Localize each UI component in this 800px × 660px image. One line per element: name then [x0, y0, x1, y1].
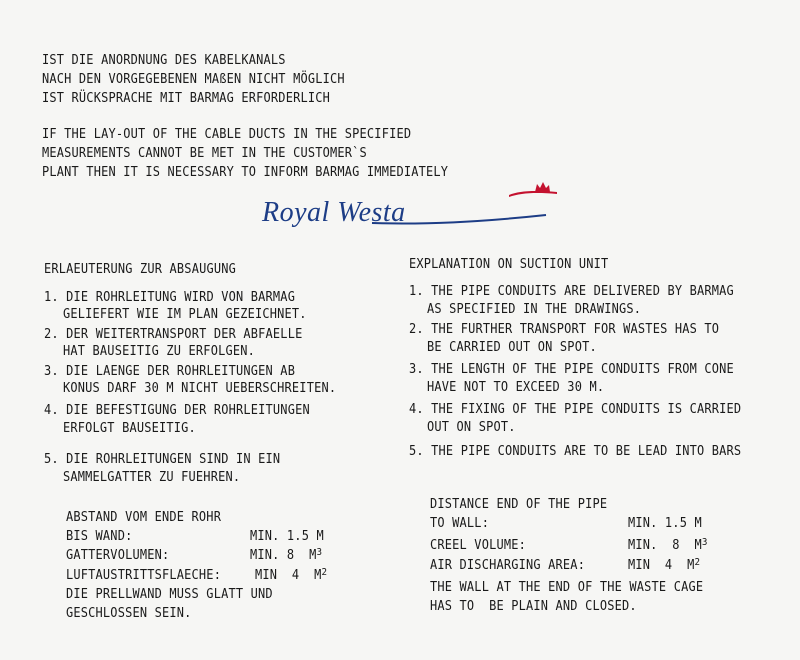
english-item-4-line-2: OUT ON SPOT.	[427, 420, 516, 435]
logo-underline	[370, 213, 550, 227]
english-distance-title: DISTANCE END OF THE PIPE	[430, 497, 608, 512]
english-creel-value	[628, 538, 708, 555]
german-wall-label: BIS WAND:	[66, 529, 133, 544]
notice-en-line-3: PLANT THEN IT IS NECESSARY TO INFORM BARMAG IMMEDIATELY	[42, 165, 449, 180]
german-note-line-2: GESCHLOSSEN SEIN.	[66, 606, 192, 621]
english-item-4-line-1: 4. THE FIXING OF THE PIPE CONDUITS IS CARRIED	[409, 402, 742, 417]
english-creel-amount: MIN. 8 M	[628, 538, 702, 553]
german-item-4-line-1: 4. DIE BEFESTIGUNG DER ROHRLEITUNGEN	[44, 403, 310, 418]
german-note-line-1: DIE PRELLWAND MUSS GLATT UND	[66, 587, 273, 602]
german-item-3-line-1: 3. DIE LAENGE DER ROHRLEITUNGEN AB	[44, 364, 296, 379]
german-item-1-line-2: GELIEFERT WIE IM PLAN GEZEICHNET.	[63, 307, 307, 322]
german-air-amount: MIN 4 M	[255, 568, 322, 583]
notice-de-line-2: NACH DEN VORGEGEBENEN MAßEN NICHT MÖGLICH	[42, 72, 345, 87]
german-creel-label: GATTERVOLUMEN:	[66, 548, 170, 563]
german-air-exponent: 2	[321, 567, 328, 578]
english-air-label: AIR DISCHARGING AREA:	[430, 558, 586, 573]
english-air-exponent: 2	[694, 557, 701, 568]
english-item-3-line-1: 3. THE LENGTH OF THE PIPE CONDUITS FROM CONE	[409, 362, 734, 377]
english-wall-value: MIN. 1.5 M	[628, 516, 702, 531]
notice-en-line-1: IF THE LAY-OUT OF THE CABLE DUCTS IN THE SPECIFIED	[42, 127, 412, 142]
english-item-1-line-2: AS SPECIFIED IN THE DRAWINGS.	[427, 302, 642, 317]
english-note-line-1: THE WALL AT THE END OF THE WASTE CAGE	[430, 580, 704, 595]
english-note-line-2: HAS TO BE PLAIN AND CLOSED.	[430, 599, 637, 614]
english-wall-label: TO WALL:	[430, 516, 490, 531]
german-air-label: LUFTAUSTRITTSFLAECHE:	[66, 568, 222, 583]
german-item-4-line-2: ERFOLGT BAUSEITIG.	[63, 421, 196, 436]
german-creel-exponent: 3	[316, 547, 323, 558]
english-creel-exponent: 3	[701, 537, 708, 548]
german-distance-title: ABSTAND VOM ENDE ROHR	[66, 510, 222, 525]
notice-en-line-2: MEASUREMENTS CANNOT BE MET IN THE CUSTOMER`S	[42, 146, 367, 161]
english-item-5-line-1: 5. THE PIPE CONDUITS ARE TO BE LEAD INTO BARS	[409, 444, 742, 459]
english-item-2-line-2: BE CARRIED OUT ON SPOT.	[427, 340, 597, 355]
german-heading: ERLAEUTERUNG ZUR ABSAUGUNG	[44, 262, 237, 277]
notice-de-line-1: IST DIE ANORDNUNG DES KABELKANALS	[42, 53, 286, 68]
german-item-5-line-2: SAMMELGATTER ZU FUEHREN.	[63, 470, 241, 485]
royal-westa-logo	[0, 0, 800, 240]
german-item-3-line-2: KONUS DARF 30 M NICHT UEBERSCHREITEN.	[63, 381, 337, 396]
german-creel-amount: MIN. 8 M	[250, 548, 317, 563]
english-creel-label: CREEL VOLUME:	[430, 538, 527, 553]
german-wall-value: MIN. 1.5 M	[250, 529, 324, 544]
logo-wordmark: Royal Westa	[262, 197, 406, 228]
german-item-2-line-2: HAT BAUSEITIG ZU ERFOLGEN.	[63, 344, 256, 359]
english-item-1-line-1: 1. THE PIPE CONDUITS ARE DELIVERED BY BARMAG	[409, 284, 734, 299]
english-air-value	[628, 558, 700, 575]
english-item-3-line-2: HAVE NOT TO EXCEED 30 M.	[427, 380, 605, 395]
english-air-amount: MIN 4 M	[628, 558, 695, 573]
german-creel-value	[250, 548, 322, 565]
maple-leaf-icon	[505, 180, 561, 202]
english-item-2-line-1: 2. THE FURTHER TRANSPORT FOR WASTES HAS TO	[409, 322, 720, 337]
german-item-5-line-1: 5. DIE ROHRLEITUNGEN SIND IN EIN	[44, 452, 281, 467]
notice-de-line-3: IST RÜCKSPRACHE MIT BARMAG ERFORDERLICH	[42, 91, 331, 106]
english-heading: EXPLANATION ON SUCTION UNIT	[409, 257, 609, 272]
german-air-value	[255, 568, 327, 585]
german-item-2-line-1: 2. DER WEITERTRANSPORT DER ABFAELLE	[44, 327, 303, 342]
german-item-1-line-1: 1. DIE ROHRLEITUNG WIRD VON BARMAG	[44, 290, 296, 305]
